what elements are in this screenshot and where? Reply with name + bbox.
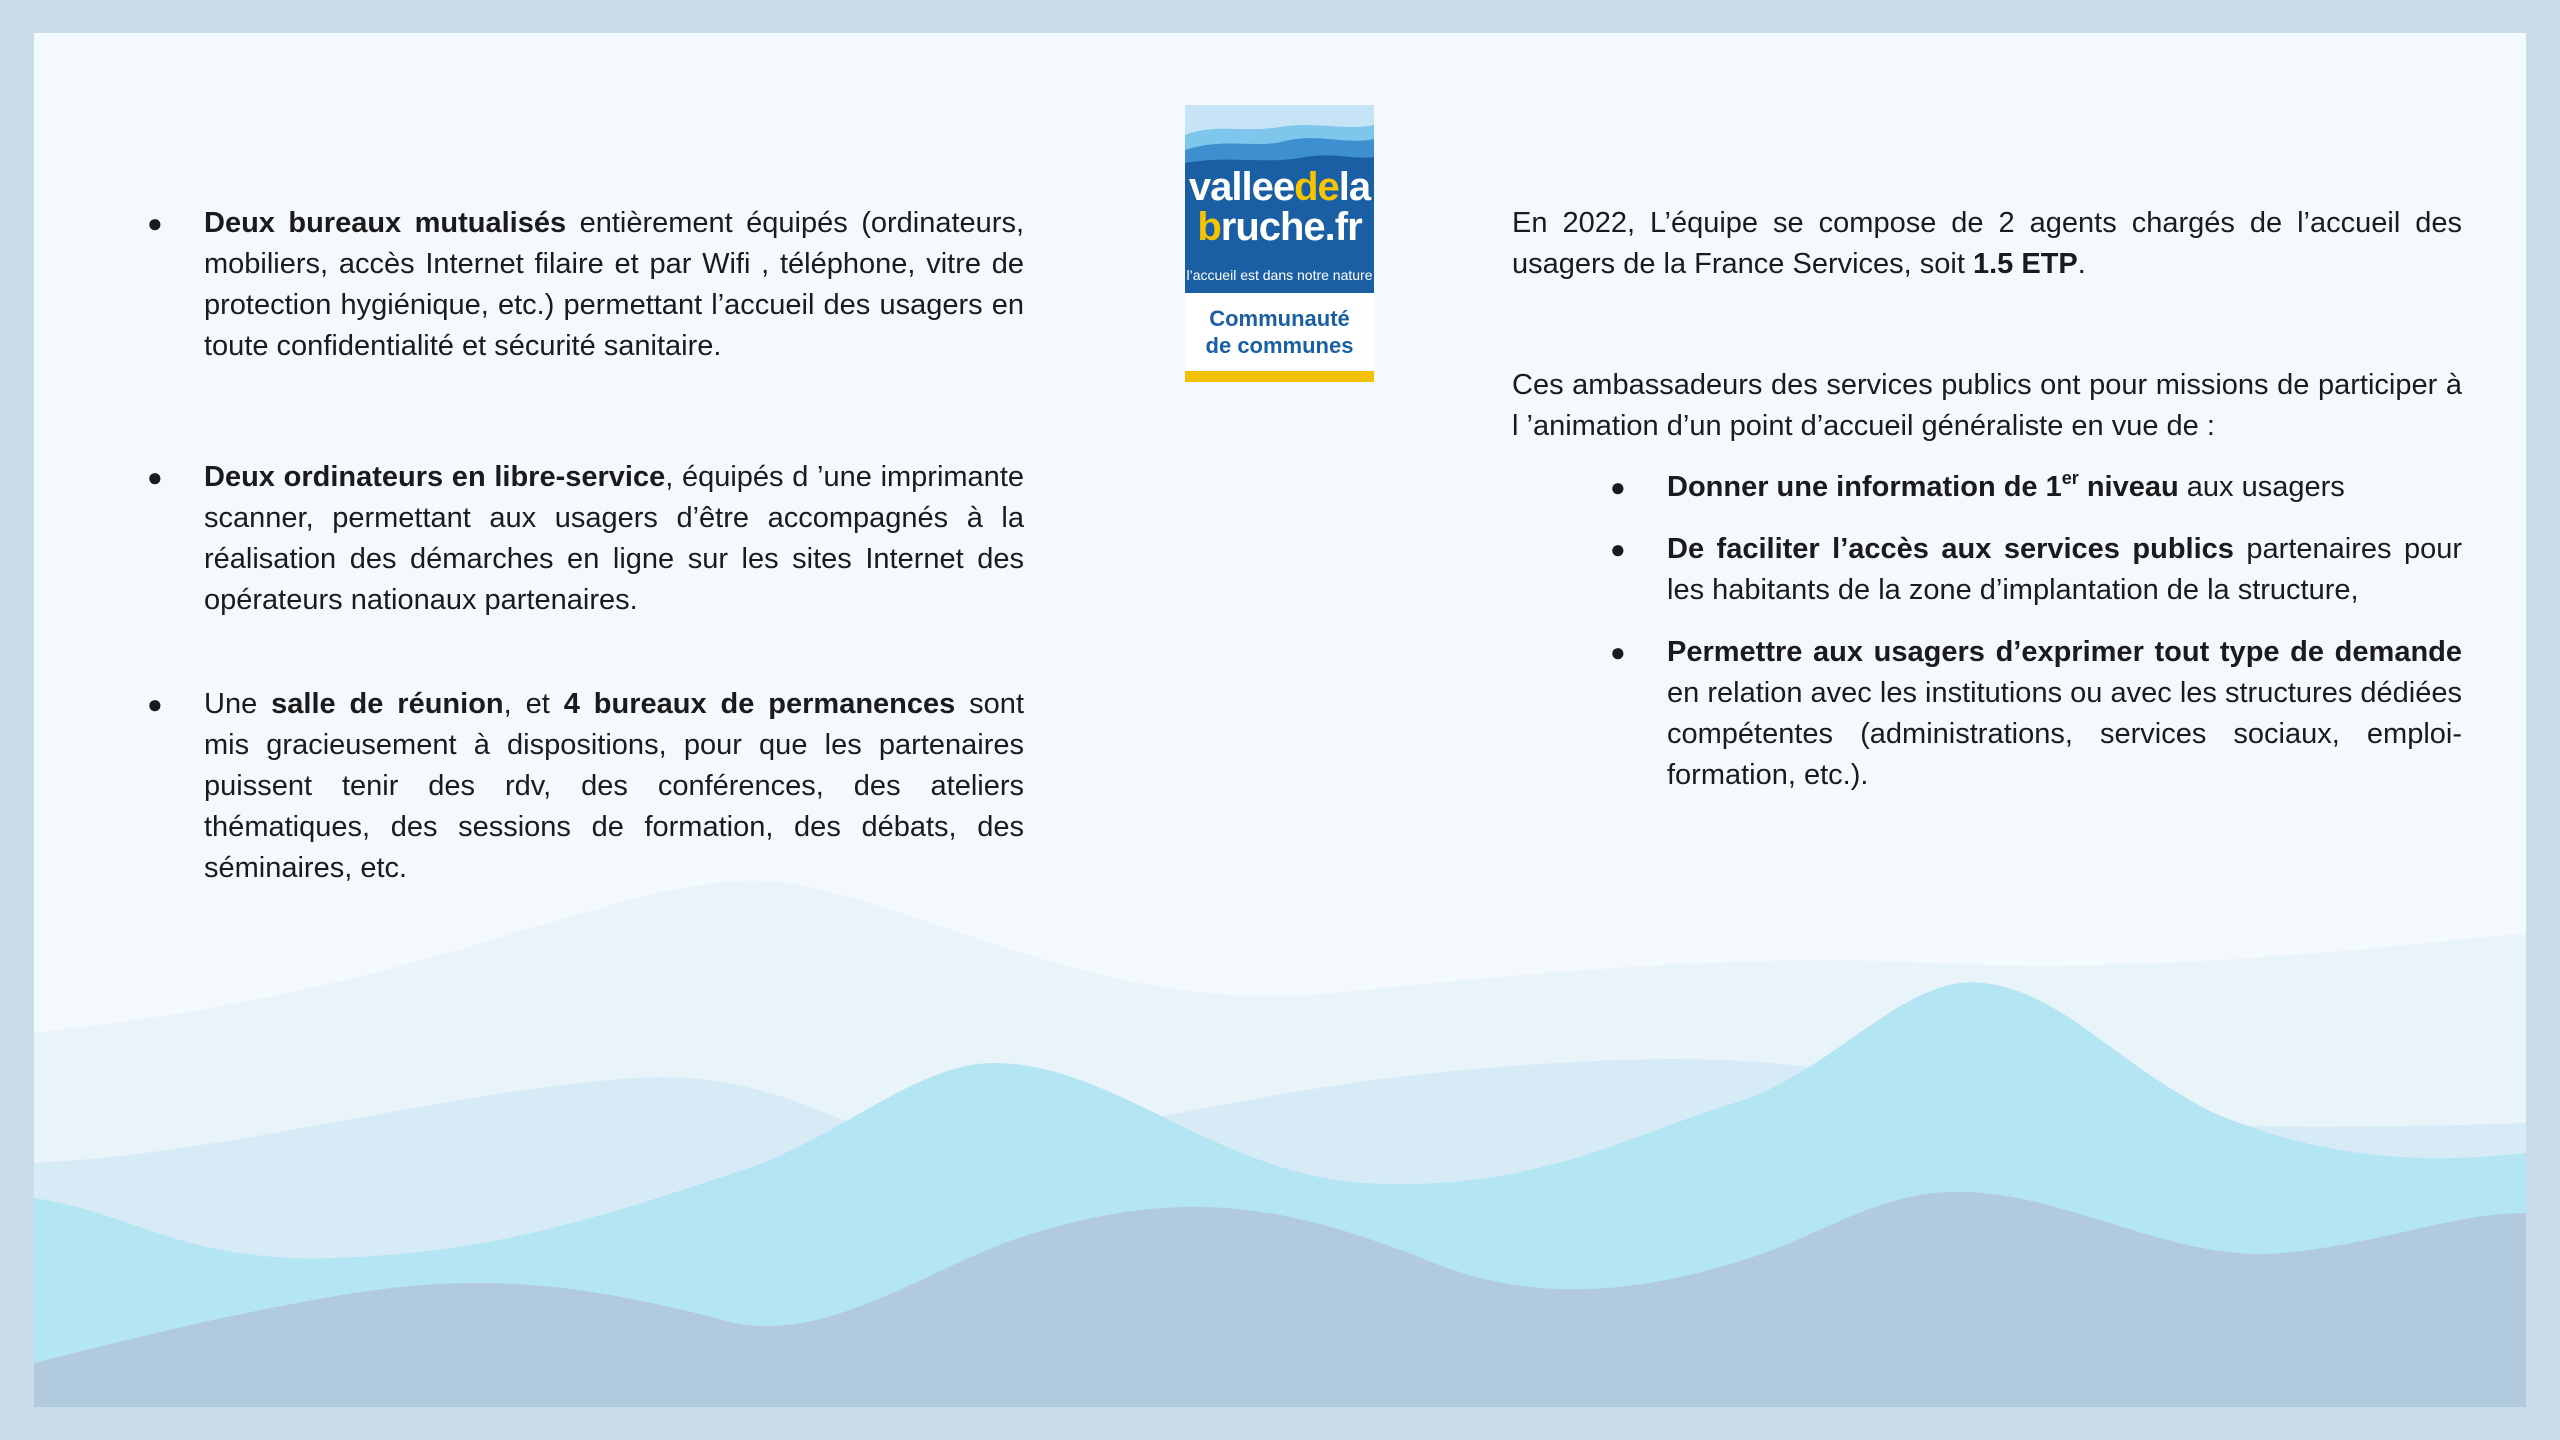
list-item (147, 457, 1024, 621)
bullet-icon: ● (147, 208, 163, 238)
slide (34, 33, 2526, 1407)
list-item: ● Permettre aux usagers d’exprimer tout type de demande en relation avec les institutions ou avec les structures dédiées compétentes (administrations, services sociaux, emploi-formation, etc.). (1667, 632, 2462, 796)
item-title: Deux bureaux mutualisés (204, 207, 567, 239)
list-item (147, 684, 1024, 889)
item-text: , équipés d ’une imprimante scanner, permettant aux usagers d’être accompagnés à la réalisation des démarches en ligne sur les sites Internet des opérateurs nationaux partenaires. (204, 461, 1024, 616)
bullet-icon: ● (147, 462, 163, 492)
logo-org-name: Communauté de communes (1205, 306, 1354, 358)
right-column (1512, 203, 2462, 817)
item-connector: , et (503, 688, 564, 720)
team-paragraph: En 2022, L’équipe se compose de 2 agents chargés de l’accueil des usagers de la France Services, soit 1.5 ETP. (1512, 207, 2462, 280)
item-prefix: Une (204, 688, 272, 720)
missions-intro: Ces ambassadeurs des services publics ont pour missions de participer à l ’animation d’un point d’accueil généraliste en vue de : (1512, 369, 2462, 442)
item-text: entièrement équipés (ordinateurs, mobiliers, accès Internet filaire et par Wifi , téléphone, vitre de protection hygiénique, etc.) permettant l’accueil des usagers en toute confidentialité et sécurité sanitaire. (204, 207, 1024, 362)
bullet-icon: ● (147, 689, 163, 719)
list-item: ● De faciliter l’accès aux services publics partenaires pour les habitants de la zone d’implantation de la structure, (1667, 529, 2462, 611)
valleedelabruche-logo (1185, 105, 1374, 382)
logo-line-1: valleedela (1188, 165, 1371, 209)
logo-tagline: l’accueil est dans notre nature (1186, 267, 1373, 283)
bullet-icon: ● (1610, 637, 1626, 667)
list-item: ● Donner une information de 1er niveau aux usagers (1667, 467, 2462, 508)
logo-org-box (1185, 293, 1374, 371)
etp-value: 1.5 ETP (1972, 248, 2078, 280)
list-item (147, 203, 1024, 367)
item-title: salle de réunion (271, 688, 504, 720)
item-text: sont mis gracieusement à dispositions, pour que les partenaires puissent tenir des rdv, des conférences, des ateliers thématiques, des sessions de formation, des débats, des séminaires, etc. (204, 688, 1024, 884)
logo-yellow-bar (1185, 371, 1374, 382)
logo-line-2: bruche.fr (1197, 205, 1362, 249)
logo-banner (1185, 105, 1374, 293)
item-title-2: 4 bureaux de permanences (563, 688, 956, 720)
missions-list (1610, 467, 2463, 796)
item-title: Deux ordinateurs en libre-service (204, 461, 666, 493)
left-column (147, 203, 1024, 889)
bullet-icon: ● (1610, 534, 1626, 564)
bullet-icon: ● (1610, 472, 1626, 502)
